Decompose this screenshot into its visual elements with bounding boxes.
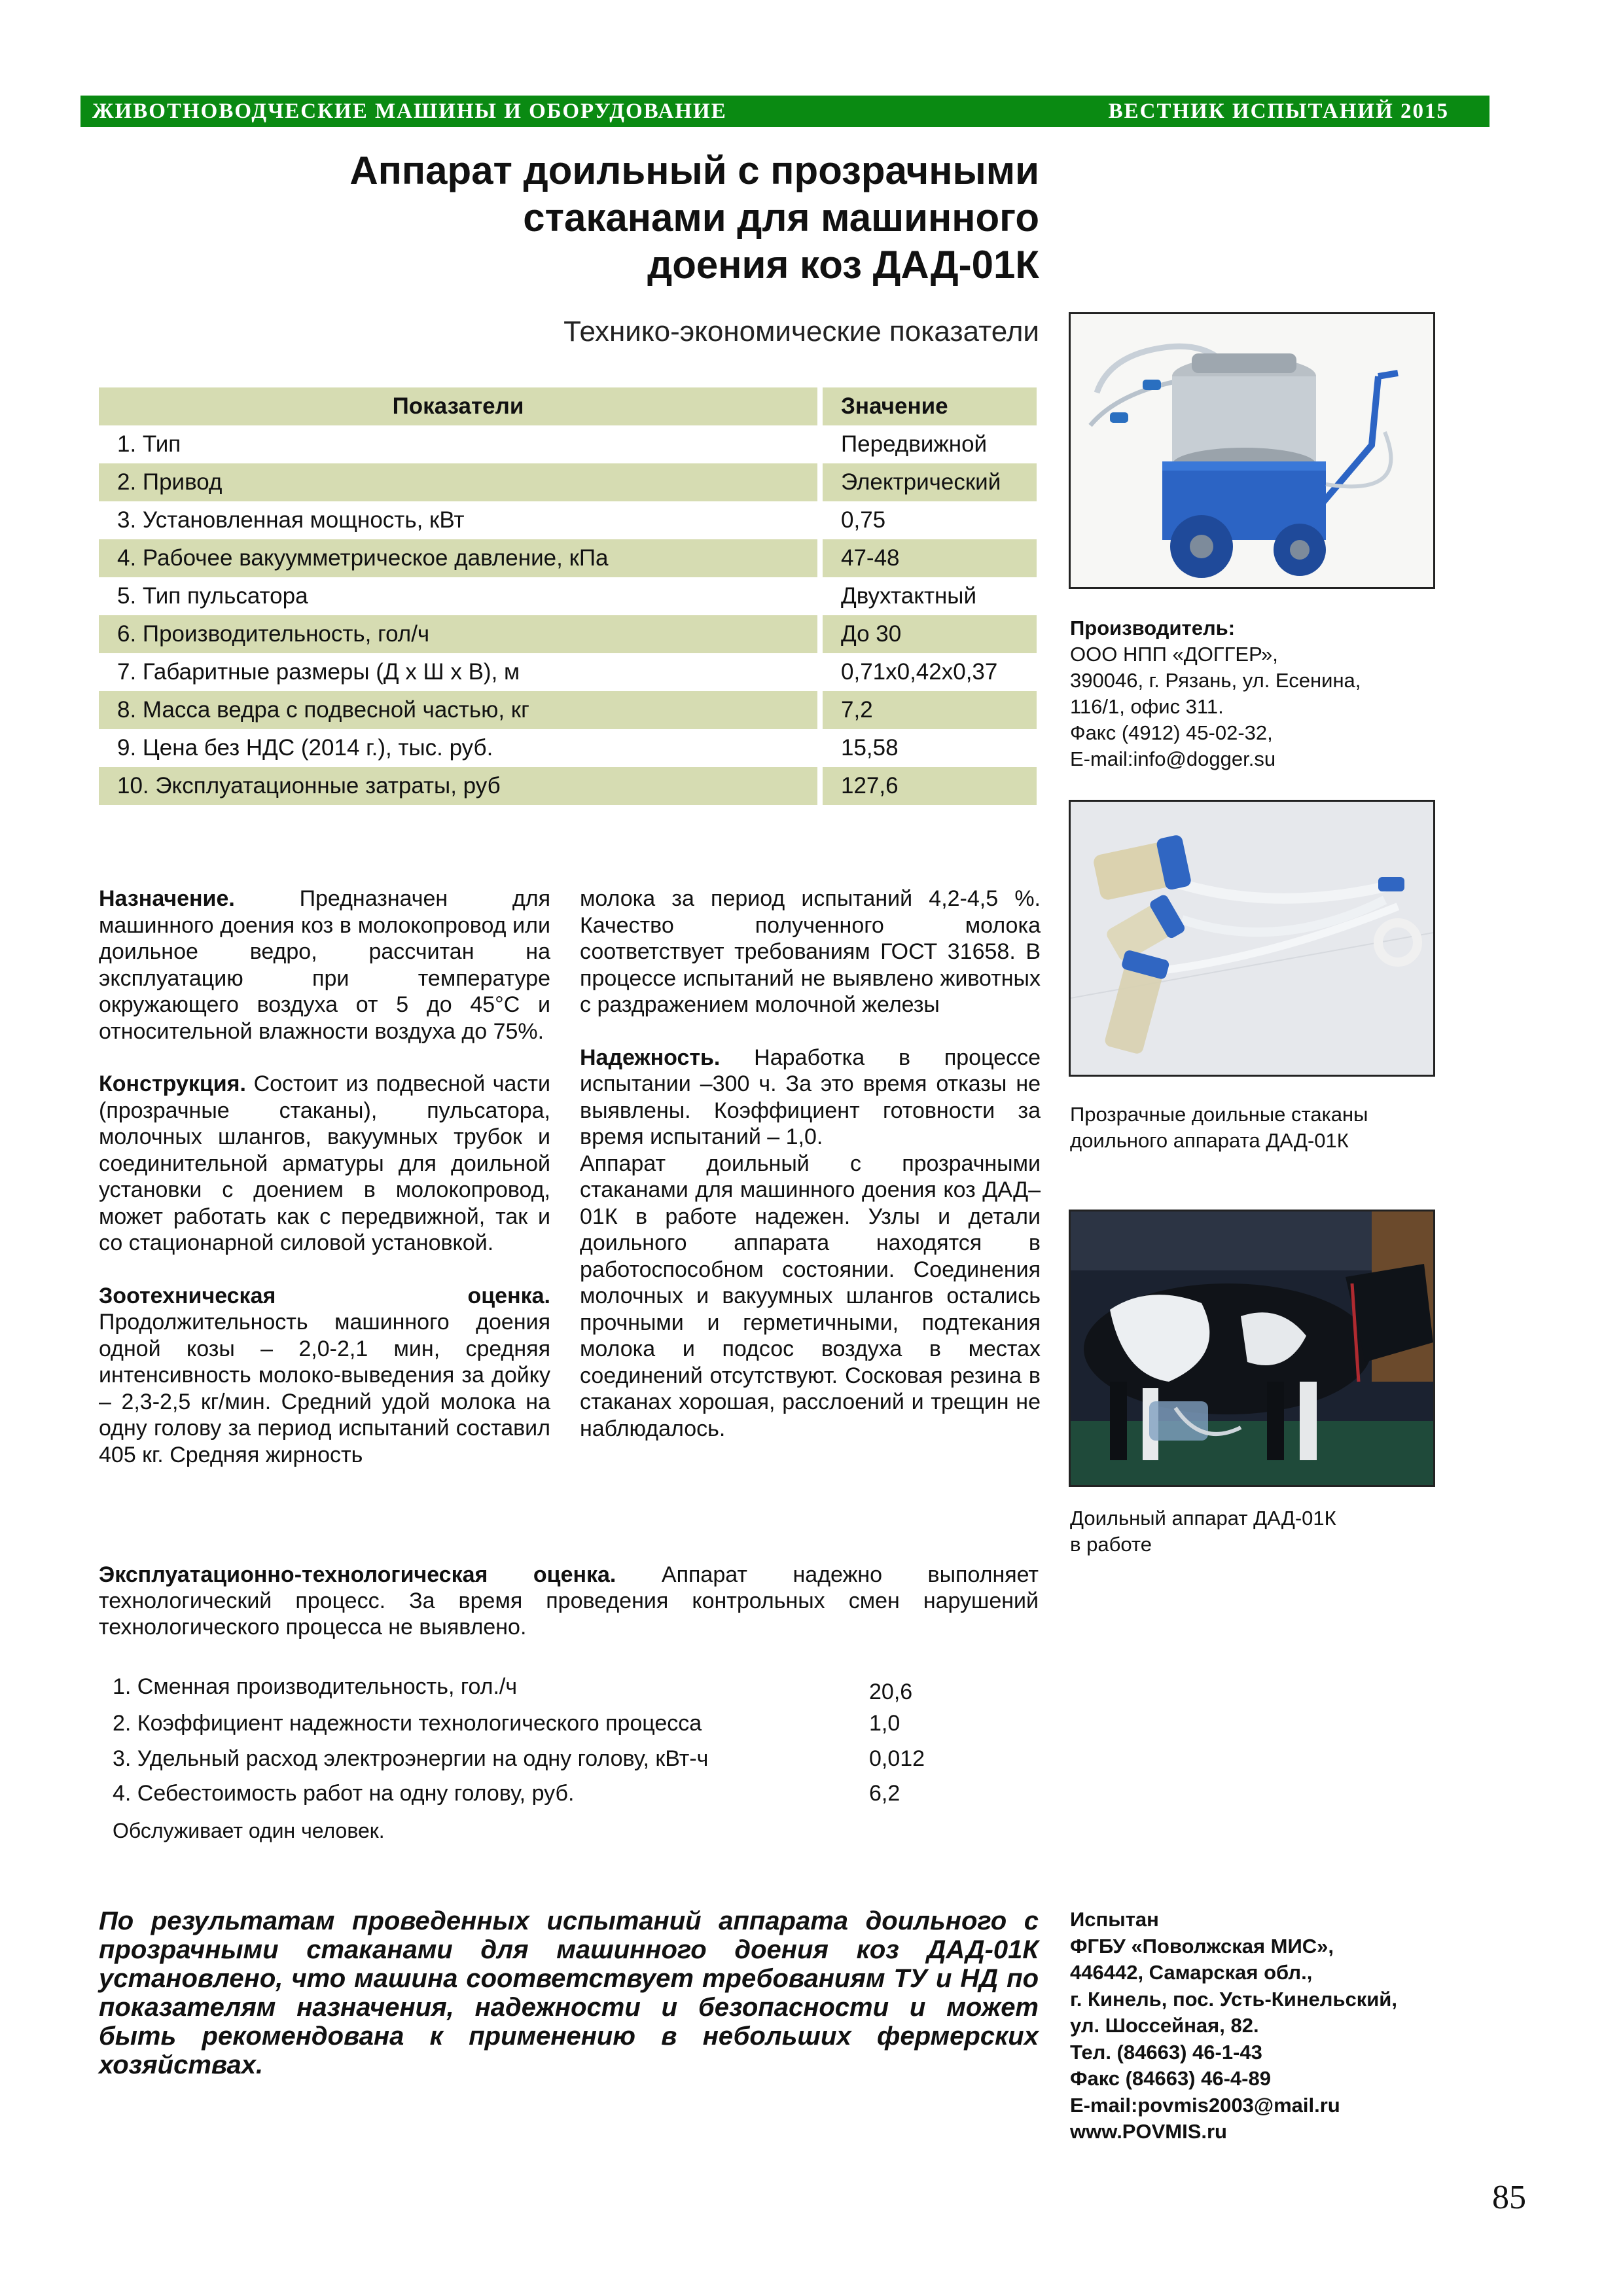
specs-row	[99, 729, 1037, 767]
ops-value: 6,2	[869, 1781, 901, 1806]
spec-value: 47-48	[820, 539, 1037, 577]
ops-name: 3. Удельный расход электроэнергии на одну голову, кВт-ч	[113, 1746, 709, 1771]
zootechnical-continuation: молока за период испытаний 4,2-4,5 %. Качество полученного молока соответствует требованиям ГОСТ 31658. В процессе испытаний не выявлено животных с раздражением молочной железы	[580, 886, 1041, 1017]
tested-by-line: E-mail:povmis2003@mail.ru	[1070, 2093, 1340, 2117]
photo-caption	[1070, 1505, 1489, 1558]
spec-value: Электрический	[820, 463, 1037, 501]
manufacturer-line: E-mail:info@dogger.su	[1070, 747, 1276, 770]
specs-row	[99, 577, 1037, 615]
specs-header-name: Показатели	[99, 387, 820, 425]
purpose-paragraph	[99, 886, 550, 1045]
document-subtitle: Технико-экономические показатели	[563, 315, 1039, 348]
spec-value: Передвижной	[841, 431, 988, 457]
spec-name: 9. Цена без НДС (2014 г.), тыс. руб.	[99, 729, 820, 767]
header-bar	[80, 96, 1489, 127]
specs-header-value: Значение	[820, 387, 1037, 425]
ops-name: 4. Себестоимость работ на одну голову, руб.	[113, 1781, 575, 1806]
tested-by-line: Тел. (84663) 46-1-43	[1070, 2040, 1262, 2064]
ops-name: 1. Сменная производительность, гол./ч	[113, 1674, 518, 1699]
title-line: Аппарат доильный с прозрачными	[349, 149, 1039, 192]
caption-line: Прозрачные доильные стаканы	[1070, 1103, 1368, 1126]
caption-line: доильного аппарата ДАД-01К	[1070, 1129, 1349, 1152]
body-right-column	[580, 886, 1041, 1468]
specs-row	[99, 425, 1037, 463]
ops-value: 0,012	[869, 1746, 925, 1771]
milking-machine-photo	[1069, 312, 1435, 589]
tested-by-line: www.POVMIS.ru	[1070, 2120, 1227, 2143]
title-line: стаканами для машинного	[523, 196, 1039, 240]
zootechnical-paragraph	[99, 1283, 550, 1469]
spec-name: 10. Эксплуатационные затраты, руб	[99, 767, 820, 805]
tested-by-info	[1070, 1907, 1489, 2145]
spec-value: 15,58	[841, 735, 899, 761]
specs-row	[99, 767, 1037, 805]
zootechnical-heading: Зоотехническая оценка.	[99, 1283, 550, 1308]
spec-name: 5. Тип пульсатора	[99, 577, 820, 615]
spec-value: 7,2	[820, 691, 1037, 729]
caption-line: в работе	[1070, 1533, 1152, 1556]
journal-title: ВЕСТНИК ИСПЫТАНИЙ 2015	[1108, 99, 1449, 123]
photo-caption	[1070, 1102, 1489, 1154]
page-number: 85	[1492, 2179, 1526, 2216]
spec-name: 2. Привод	[99, 463, 820, 501]
caption-line: Доильный аппарат ДАД-01К	[1070, 1507, 1336, 1530]
spec-name: 4. Рабочее вакуумметрическое давление, кПа	[99, 539, 820, 577]
reliability-text: Наработка в процессе испытании –300 ч. За это время отказы не выявлены. Коэффициент готовности за время испытаний – 1,0.	[580, 1045, 1041, 1149]
spec-value: 127,6	[820, 767, 1037, 805]
specs-row	[99, 653, 1037, 691]
ops-note: Обслуживает один человек.	[113, 1819, 385, 1842]
milking-cups-photo	[1069, 800, 1435, 1077]
design-paragraph	[99, 1071, 550, 1257]
reliability-paragraph	[580, 1045, 1041, 1151]
specs-row	[99, 691, 1037, 729]
spec-name: 3. Установленная мощность, кВт	[99, 501, 820, 539]
manufacturer-line: 390046, г. Рязань, ул. Есенина,	[1070, 669, 1361, 692]
spec-name: 1. Тип	[99, 425, 820, 463]
reliability-heading: Надежность.	[580, 1045, 721, 1070]
goat-milking-photo	[1069, 1210, 1435, 1487]
tested-by-line: Факс (84663) 46-4-89	[1070, 2067, 1271, 2090]
title-line: доения коз ДАД-01К	[647, 243, 1039, 287]
spec-name: 8. Масса ведра с подвесной частью, кг	[99, 691, 820, 729]
operational-text: Аппарат надежно выполняет технологический процесс. За время проведения контрольных смен нарушений технологического процесса не выявлено.	[99, 1562, 1039, 1640]
tested-by-line: Испытан	[1070, 1908, 1159, 1931]
reliability-paragraph-2: Аппарат доильный с прозрачными стаканами для машинного доения коз ДАД–01К в работе надежен. Узлы и детали доильного аппарата находятся в работоспособном состоянии. Соединения молочных и вакуумных шлангов остались прочными и герметичными, подтекания молока и подсос воздуха в местах соединений отсутствуют. Сосковая резина в стаканах хорошая, расслоений и трещин не наблюдалось.	[580, 1151, 1041, 1441]
purpose-heading: Назначение.	[99, 886, 235, 911]
conclusion-text: По результатам проведенных испытаний аппарата доильного с прозрачными стаканами для машинного доения коз ДАД-01К установлено, что машина соответствует требованиям ТУ и НД по показателям назначения, надежности и безопасности и может быть рекомендована к применению в небольших фермерских хозяйствах.	[99, 1907, 1039, 2079]
tested-by-line: ФГБУ «Поволжская МИС»,	[1070, 1934, 1334, 1958]
spec-value: Двухтактный	[841, 583, 977, 609]
specs-row	[99, 539, 1037, 577]
manufacturer-line: ООО НПП «ДОГГЕР»,	[1070, 643, 1278, 666]
spec-name: 7. Габаритные размеры (Д х Ш х В), м	[99, 653, 820, 691]
ops-name: 2. Коэффициент надежности технологического процесса	[113, 1711, 702, 1736]
purpose-text: Предназначен для машинного доения коз в молокопровод или доильное ведро, рассчитан на эксплуатацию при температуре окружающего воздуха от 5 до 45°С и относительной влажности воздуха до 75%.	[99, 886, 550, 1044]
document-title	[58, 147, 1039, 289]
specs-row	[99, 615, 1037, 653]
tested-by-line: ул. Шоссейная, 82.	[1070, 2014, 1259, 2037]
manufacturer-line: Факс (4912) 45-02-32,	[1070, 721, 1273, 744]
ops-value: 20,6	[869, 1679, 913, 1704]
spec-value: 0,75	[841, 507, 886, 533]
manufacturer-heading: Производитель:	[1070, 617, 1236, 639]
specs-header-row	[99, 387, 1037, 425]
manufacturer-line: 116/1, офис 311.	[1070, 695, 1224, 718]
ops-value: 1,0	[869, 1711, 901, 1736]
spec-name: 6. Производительность, гол/ч	[99, 615, 820, 653]
specs-row	[99, 501, 1037, 539]
specs-table	[99, 387, 1037, 805]
zootechnical-text: Продолжительность машинного доения одной козы – 2,0-2,1 мин, средняя интенсивность молоко-выведения за дойку – 2,3-2,5 кг/мин. Средний удой молока на одну голову за период испытаний составил 405 кг. Средняя жирность	[99, 1310, 550, 1467]
section-title: ЖИВОТНОВОДЧЕСКИЕ МАШИНЫ И ОБОРУДОВАНИЕ	[92, 99, 727, 123]
spec-value: 0,71х0,42х0,37	[841, 659, 998, 685]
spec-value: До 30	[820, 615, 1037, 653]
body-left-column	[99, 886, 550, 1494]
manufacturer-info	[1070, 615, 1489, 772]
operational-assessment-paragraph	[99, 1562, 1039, 1640]
specs-row	[99, 463, 1037, 501]
operational-heading: Эксплуатационно-технологическая оценка.	[99, 1562, 616, 1587]
tested-by-line: г. Кинель, пос. Усть-Кинельский,	[1070, 1987, 1397, 2011]
tested-by-line: 446442, Самарская обл.,	[1070, 1961, 1313, 1984]
design-text: Состоит из подвесной части (прозрачные стаканы), пульсатора, молочных шлангов, вакуумных трубок и соединительной арматуры для доильной установки с доением в молокопровод, может работать как с передвижной, так и со стационарной силовой установкой.	[99, 1071, 550, 1255]
design-heading: Конструкция.	[99, 1071, 246, 1096]
